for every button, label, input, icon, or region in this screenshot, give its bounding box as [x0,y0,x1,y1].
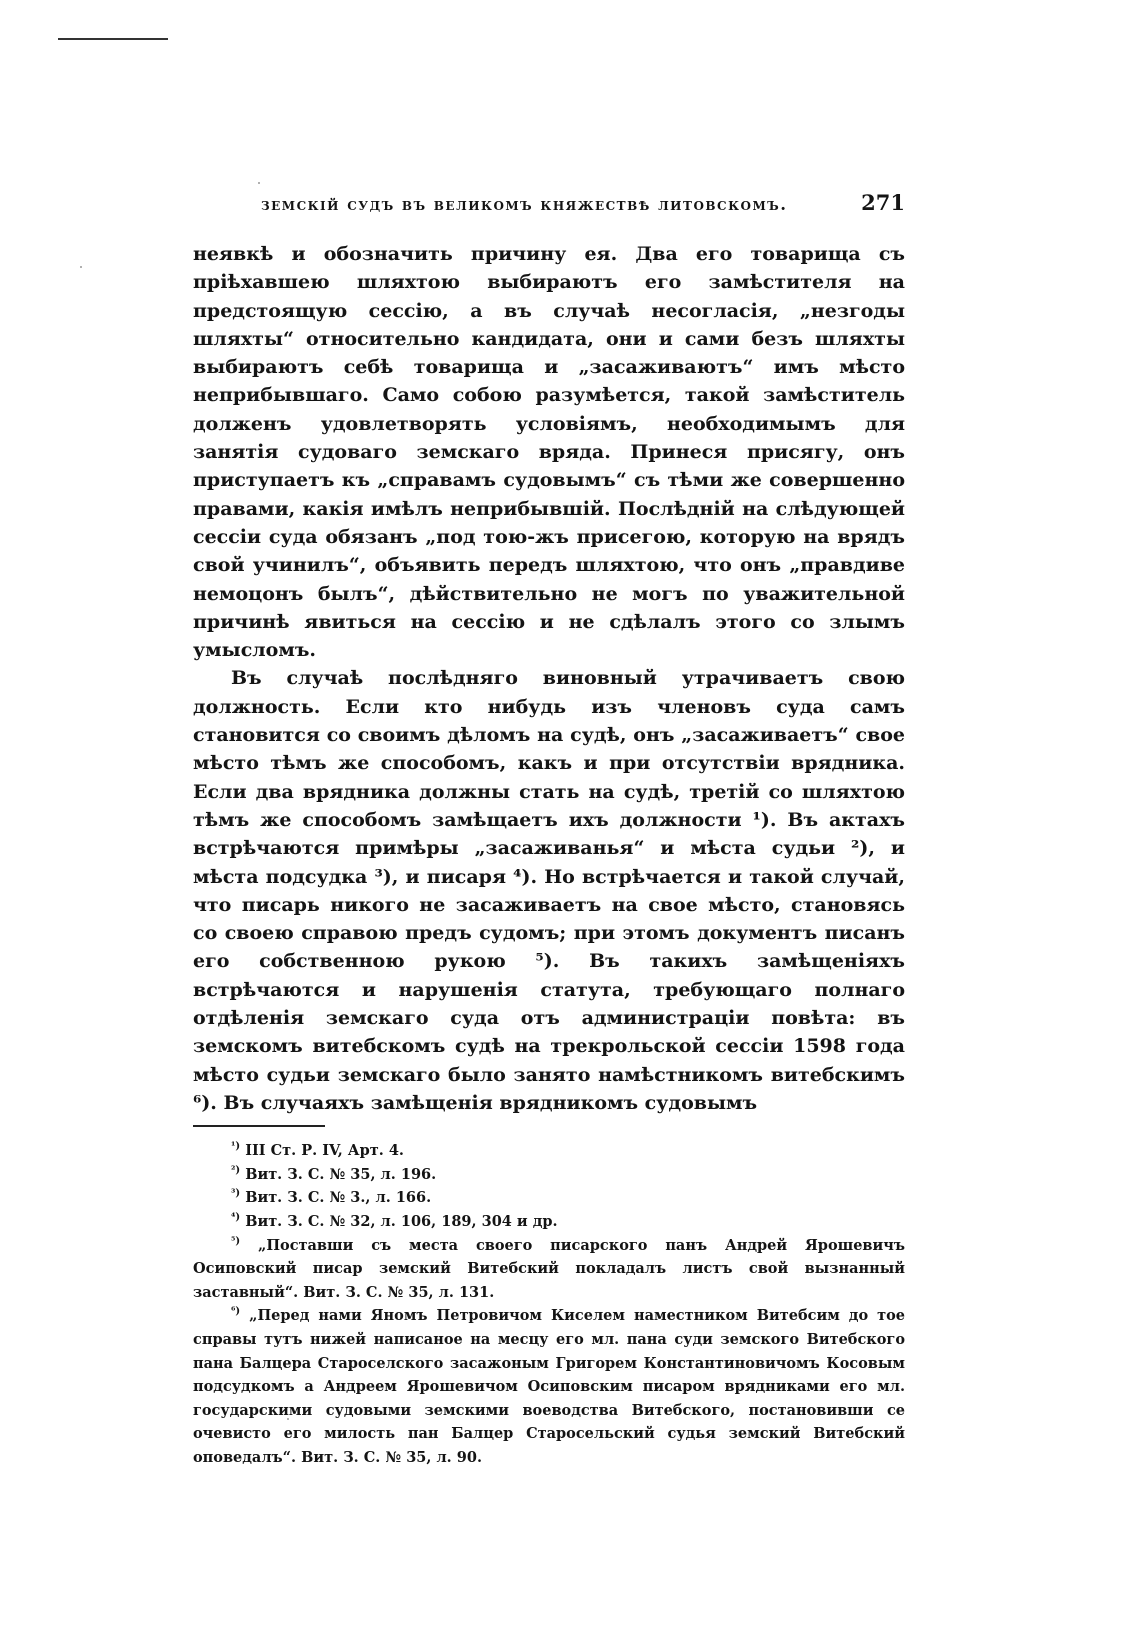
footnote-divider [193,1125,325,1127]
footnote-text: „Поставши съ места своего писарского панъ Андрей Ярошевичъ Осиповский писар земский Витебский покладалъ листъ свой вызнанный заставный“. Вит. З. С. № 35, л. 131. [193,1236,905,1301]
page [193,190,905,1470]
paragraph: Въ случаѣ послѣдняго виновный утрачиваетъ свою должность. Если кто нибудь изъ членовъ суда самъ становится со своимъ дѣломъ на судѣ, онъ „засаживаетъ“ свое мѣсто тѣмъ же способомъ, какъ и при отсутствіи врядника. Если два врядника должны стать на судѣ, третій со шляхтою тѣмъ же способомъ замѣщаетъ ихъ должности ¹). Въ актахъ встрѣчаются примѣры „засаживанья“ и мѣста судьи ²), и мѣста подсудка ³), и писаря ⁴). Но встрѣчается и такой случай, что писарь никого не засаживаетъ на свое мѣсто, становясь со своею справою предъ судомъ; при этомъ документъ писанъ его собственною рукою ⁵). Въ такихъ замѣщеніяхъ встрѣчаются и нарушенія статута, требующаго полнаго отдѣленія земскаго суда отъ администраціи повѣта: въ земскомъ витебскомъ судѣ на трекрольской сессіи 1598 года мѣсто судьи земскаго было занято намѣстникомъ витебскимъ ⁶). Въ случаяхъ замѣщенія врядникомъ судовымъ [193,667,905,1114]
footnote [193,1304,905,1469]
scan-speck [258,182,260,184]
footnote-marker: ²) [231,1164,241,1176]
paragraph: неявкѣ и обозначить причину ея. Два его товарища съ пріѣхавшею шляхтою выбираютъ его замѣстителя на предстоящую сессію, а въ случаѣ несогласія, „незгоды шляхты“ относительно кандидата, они и сами безъ шляхты выбираютъ себѣ товарища и „засаживаютъ“ имъ мѣсто неприбывшаго. Само собою разумѣется, такой замѣститель долженъ удовлетворять условіямъ, необходимымъ для занятія судоваго земскаго вряда. Принеся присягу, онъ приступаетъ къ „справамъ судовымъ“ съ тѣми же совершенно правами, какія имѣлъ неприбывшій. Послѣдній на слѣдующей сессіи суда обязанъ „под тою-жъ присегою, которую на врядъ свой учинилъ“, объявить передъ шляхтою, что онъ „правдиве немоцонъ былъ“, дѣйствительно не могъ по уважительной причинѣ явиться на сессію и не сдѣлалъ этого со злымъ умысломъ. [193,243,905,662]
footnote-marker: ⁴) [231,1212,241,1224]
footnote-text: III Ст. Р. IV, Арт. 4. [245,1142,404,1160]
footnote-marker: ⁵) [231,1235,241,1247]
footnote [193,1139,905,1163]
running-head [193,190,905,232]
body-text [193,240,905,1117]
footnote-marker: ³) [231,1188,241,1200]
footnote-text: Вит. З. С. № 32, л. 106, 189, 304 и др. [245,1212,558,1230]
footnote-marker: ⁶) [231,1306,241,1318]
footnote-text: Вит. З. С. № 35, л. 196. [245,1165,437,1183]
footnote [193,1234,905,1305]
footnote [193,1163,905,1187]
footnote-marker: ¹) [231,1141,241,1153]
footnote [193,1186,905,1210]
scan-speck [80,266,82,268]
footnote-text: Вит. З. С. № 3., л. 166. [245,1189,432,1207]
footnote [193,1210,905,1234]
running-title: земскій судъ въ великомъ княжествѣ литовскомъ. [261,195,788,214]
footnotes [193,1139,905,1469]
page-number: 271 [861,190,905,215]
footnote-text: „Перед нами Яномъ Петровичом Киселем наместником Витебсим до тое справы тутъ нижей написаное на месцу его мл. пана суди земского Витебского пана Балцера Староселского засажоным Григорем Константиновичомъ Косовым подсудкомъ а Андреем Ярошевичом Осиповским писаром врядниками его мл. государскими судовыми земскими воеводства Витебского, постановивши се очевисто его милость пан Балцер Старосельский судья земский Витебский оповедалъ“. Вит. З. С. № 35, л. 90. [193,1307,905,1466]
corner-rule [58,38,168,40]
